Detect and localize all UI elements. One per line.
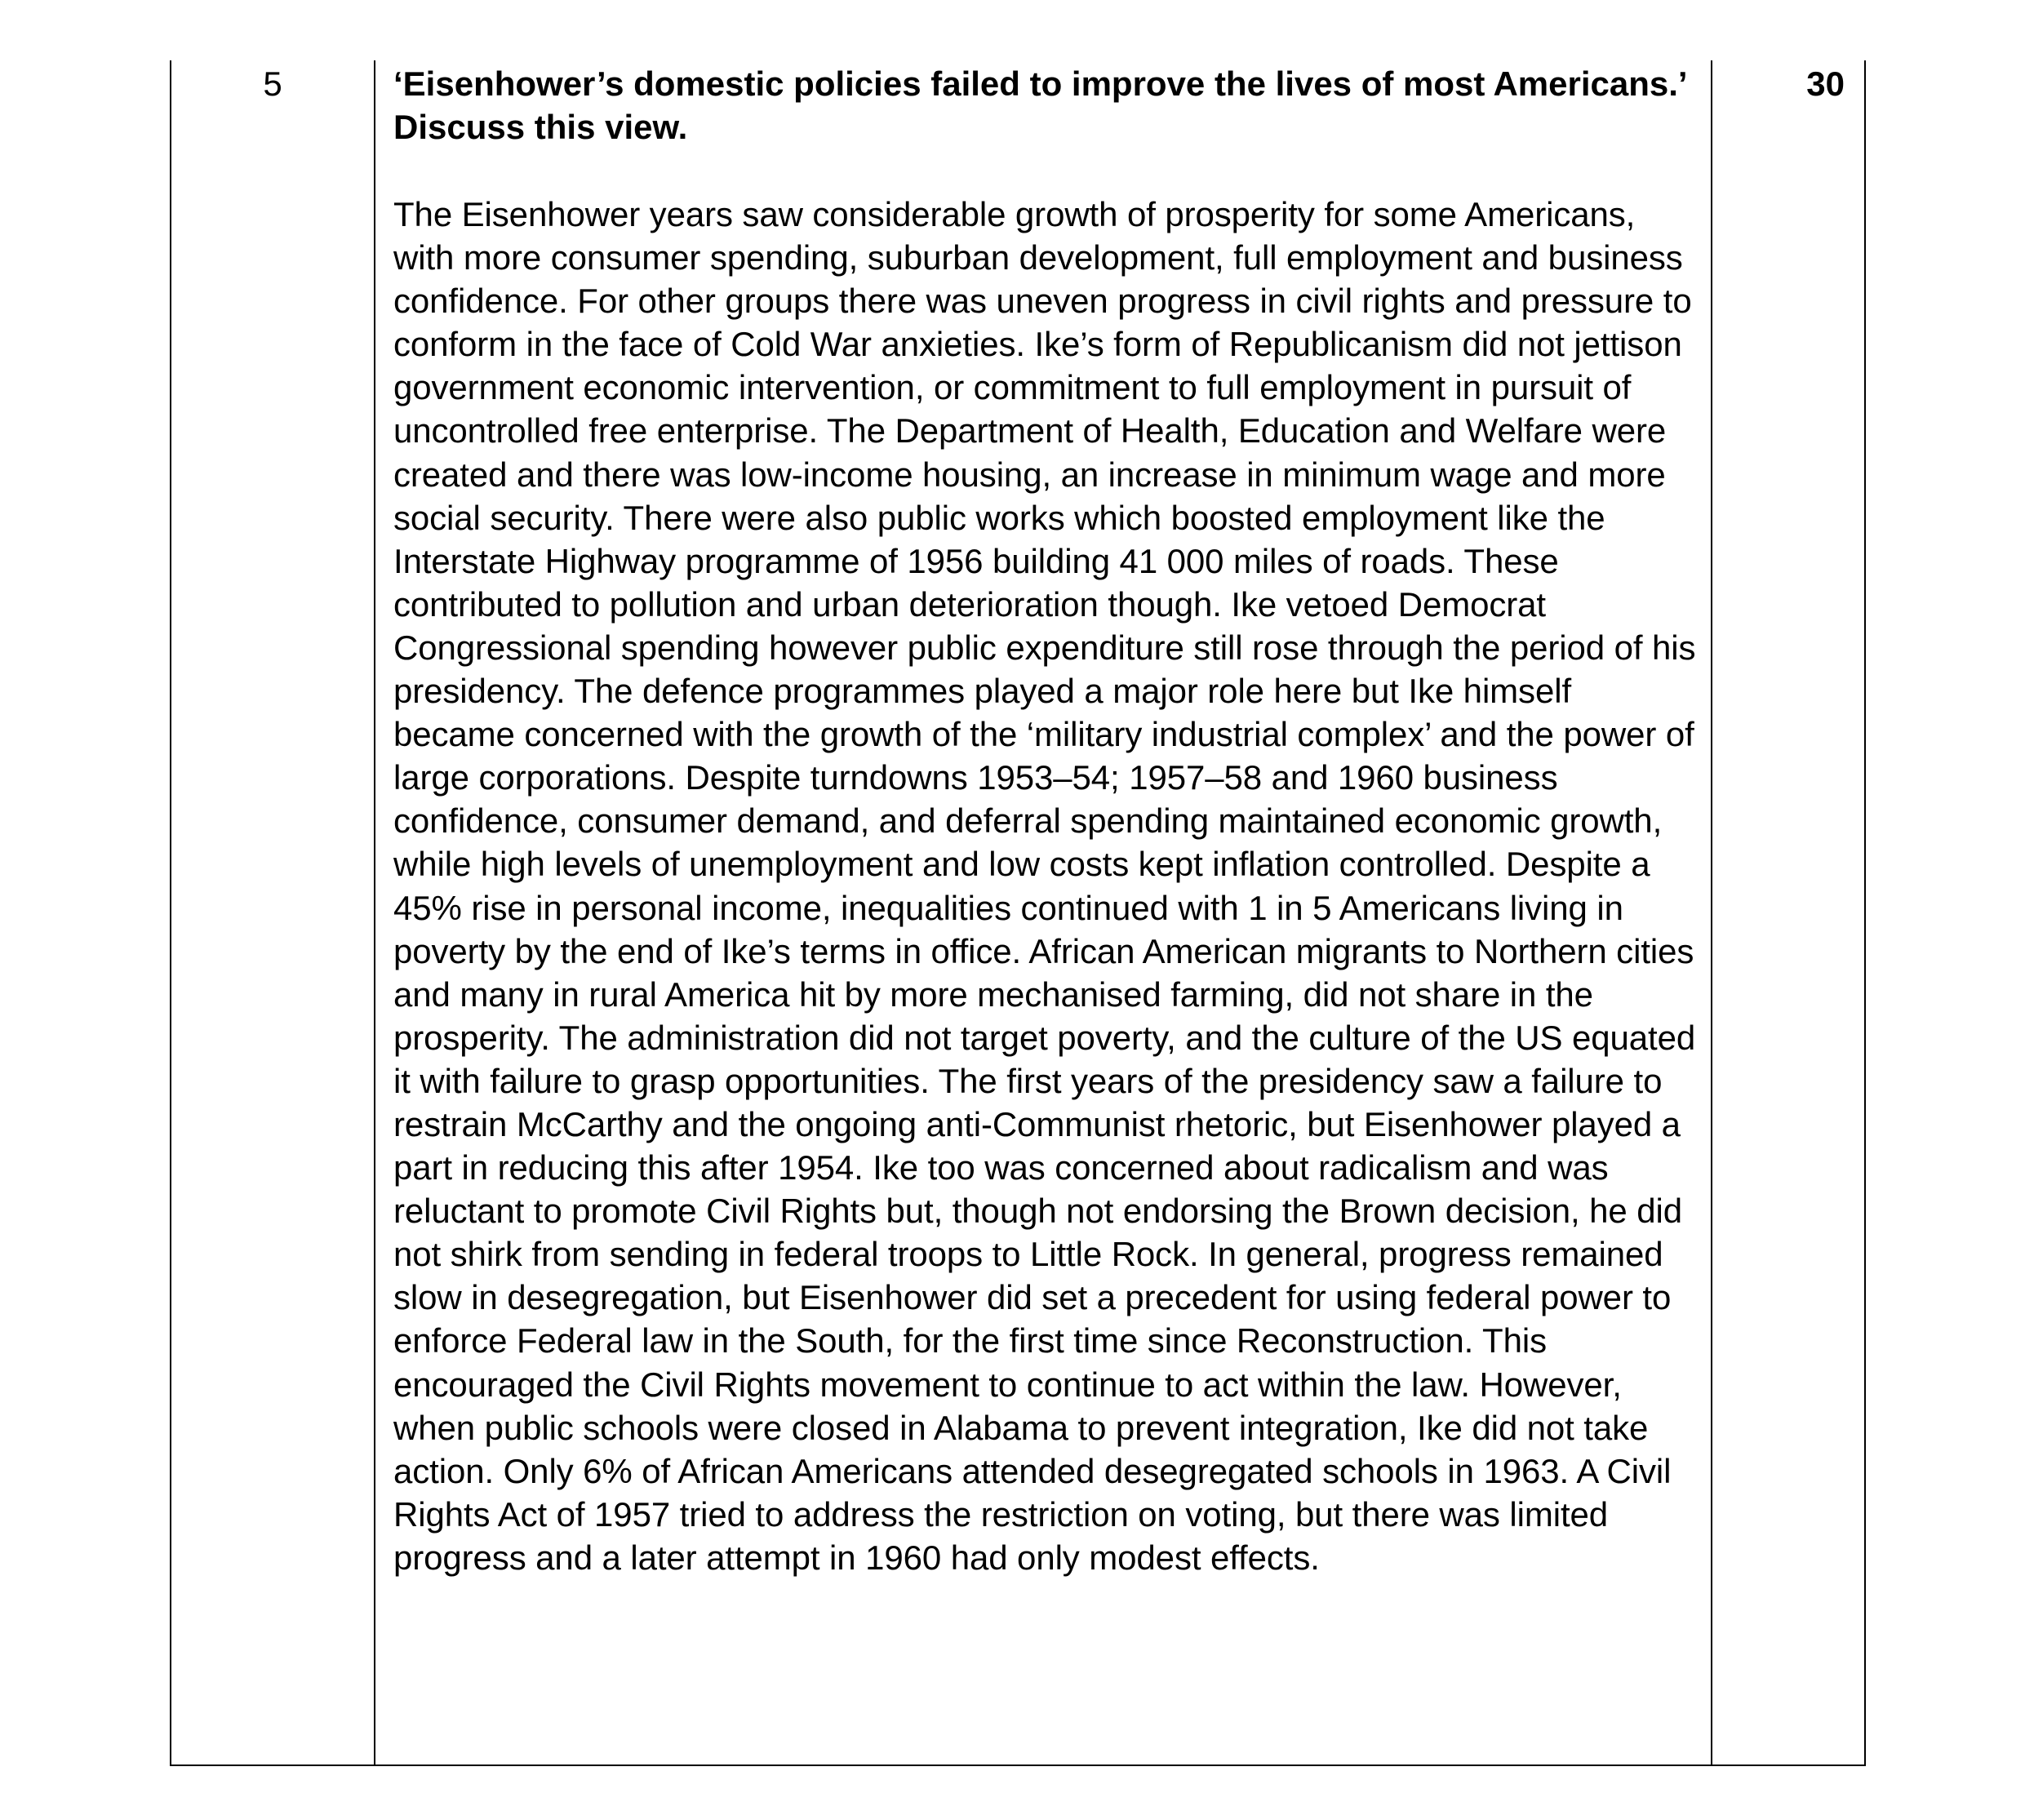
column-divider [374, 60, 375, 1765]
marks-value: 30 [1806, 64, 1845, 103]
question-text: ‘Eisenhower’s domestic policies failed to improve the lives of most Americans.’ Discuss this view. [393, 64, 1686, 146]
question-number: 5 [263, 64, 282, 103]
indicative-content: The Eisenhower years saw considerable growth of prosperity for some Americans, with more consumer spending, suburban development, full employment and business confidence. For other groups there was uneven progress in civil rights and pressure to conform in the face of Cold War anxieties. Ike’s form of Republicanism did not jettison government economic intervention, or commitment to full employment in pursuit of uncontrolled free enterprise. The Department of Health, Education and Welfare were created and there was low-income housing, an increase in minimum wage and more social security. There were also public works which boosted employment like the Interstate Highway programme of 1956 building 41 000 miles of roads. These contributed to pollution and urban deterioration though. Ike vetoed Democrat Congressional spending however public expenditure still rose through the period of his presidency. The defence programmes played a major role here but Ike himself became concerned with the growth of the ‘military industrial complex’ and the power of large corporations. Despite turndowns 1953–54; 1957–58 and 1960 business confidence, consumer demand, and deferral spending maintained economic growth, while high levels of unemployment and low costs kept inflation controlled. Despite a 45% rise in personal income, inequalities continued with 1 in 5 Americans living in poverty by the end of Ike’s terms in office. African American migrants to Northern cities and many in rural America hit by more mechanised farming, did not share in the prosperity. The administration did not target poverty, and the culture of the US equated it with failure to grasp opportunities. The first years of the presidency saw a failure to restrain McCarthy and the ongoing anti-Communist rhetoric, but Eisenhower played a part in reducing this after 1954. Ike too was concerned about radicalism and was reluctant to promote Civil Rights but, though not endorsing the Brown decision, he did not shirk from sending in federal troops to Little Rock. In general, progress remained slow in desegregation, but Eisenhower did set a precedent for using federal power to enforce Federal law in the South, for the first time since Reconstruction. This encouraged the Civil Rights movement to continue to act within the law. However, when public schools were closed in Alabama to prevent integration, Ike did not take action. Only 6% of African Americans attended desegregated schools in 1963. A Civil Rights Act of 1957 tried to address the restriction on voting, but there was limited progress and a later attempt in 1960 had only modest effects. [393, 195, 1696, 1577]
answer-cell [393, 62, 1699, 1579]
mark-scheme-table [170, 60, 1866, 1766]
column-divider [1711, 60, 1712, 1765]
